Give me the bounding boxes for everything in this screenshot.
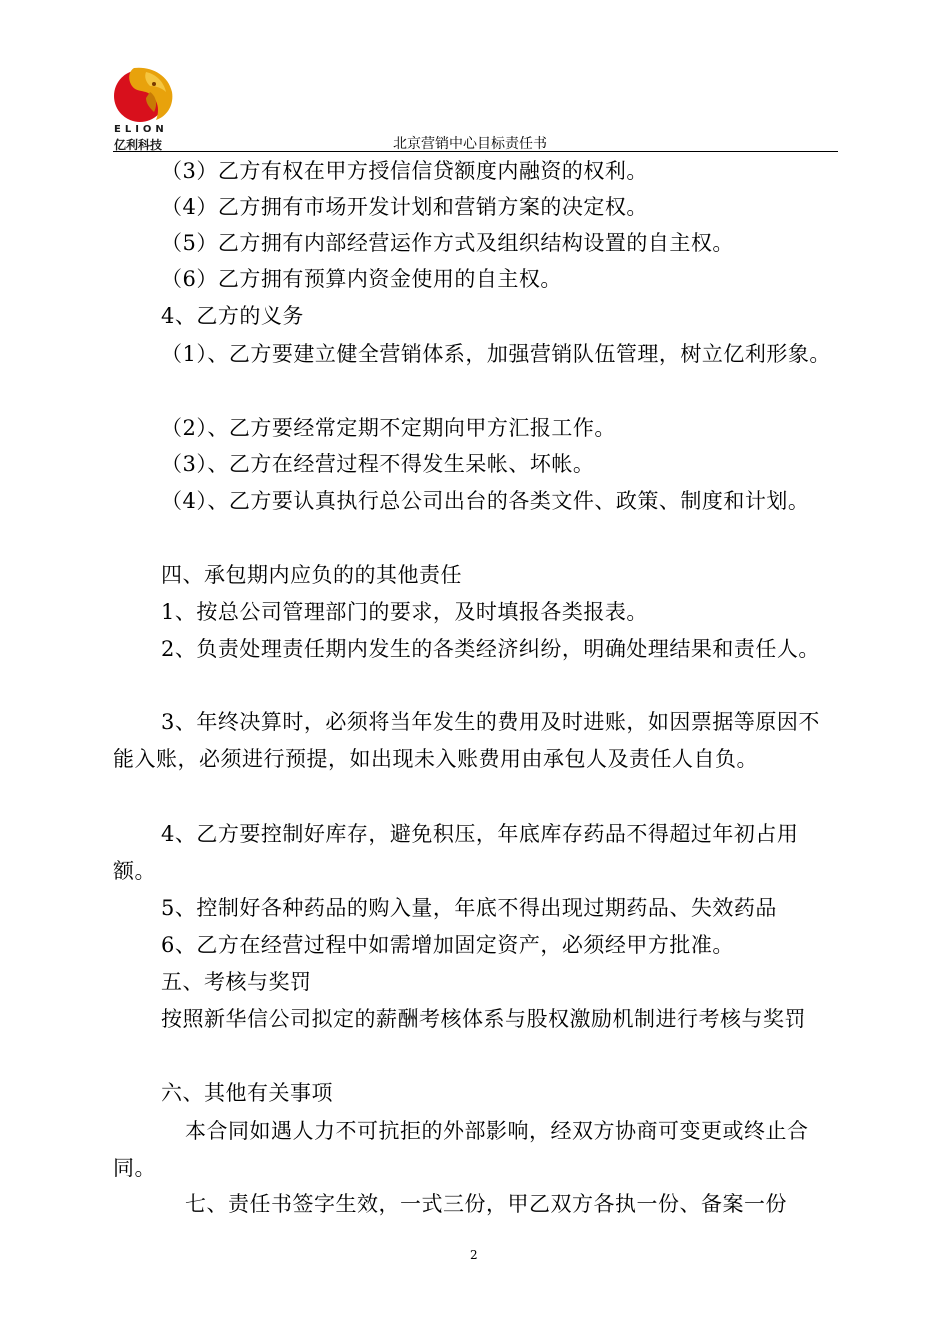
paragraph-duty-6: 6、乙方在经营过程中如需增加固定资产，必须经甲方批准。 (161, 933, 734, 957)
paragraph-right-3: （3）乙方有权在甲方授信信贷额度内融资的权利。 (161, 159, 648, 183)
document-header-title: 北京营销中心目标责任书 (393, 136, 547, 152)
lion-emblem-icon (110, 62, 178, 124)
header-divider (113, 151, 838, 152)
page-number: 2 (470, 1248, 478, 1262)
paragraph-duty-5: 5、控制好各种药品的购入量，年底不得出现过期药品、失效药品 (161, 896, 777, 920)
paragraph-obligation-4: （4）、乙方要认真执行总公司出台的各类文件、政策、制度和计划。 (161, 489, 810, 513)
paragraph-duty-4: 4、乙方要控制好库存，避免积压，年底库存药品不得超过年初占用额。 (113, 822, 799, 883)
logo-english-name: ELION (114, 124, 168, 135)
paragraph-duty-1: 1、按总公司管理部门的要求，及时填报各类报表。 (161, 600, 648, 624)
paragraph-duty-2: 2、负责处理责任期内发生的各类经济纠纷，明确处理结果和责任人。 (161, 637, 820, 661)
paragraph-signature-effect: 七、责任书签字生效，一式三份，甲乙双方各执一份、备案一份 (185, 1192, 787, 1216)
paragraph-obligation-2: （2）、乙方要经常定期不定期向甲方汇报工作。 (161, 416, 616, 440)
paragraph-obligation-3: （3）、乙方在经营过程不得发生呆帐、坏帐。 (161, 452, 595, 476)
paragraph-right-4: （4）乙方拥有市场开发计划和营销方案的决定权。 (161, 195, 648, 219)
company-logo (110, 62, 178, 152)
logo-chinese-name: 亿利科技 (114, 138, 163, 152)
paragraph-duty-3: 3、年终决算时，必须将当年发生的费用及时进账，如因票据等原因不能入账，必须进行预提，如出现未入账费用由承包人及责任人自负。 (113, 710, 820, 771)
paragraph-assessment: 按照新华信公司拟定的薪酬考核体系与股权激励机制进行考核与奖罚 (161, 1007, 806, 1031)
section-heading-other-matters: 六、其他有关事项 (161, 1081, 333, 1105)
paragraph-obligation-1: （1）、乙方要建立健全营销体系，加强营销队伍管理，树立亿利形象。 (161, 342, 831, 366)
section-heading-obligations: 4、乙方的义务 (161, 304, 304, 328)
paragraph-force-majeure: 本合同如遇人力不可抗拒的外部影响，经双方协商可变更或终止合同。 (113, 1119, 809, 1180)
paragraph-right-5: （5）乙方拥有内部经营运作方式及组织结构设置的自主权。 (161, 231, 734, 255)
section-heading-other-duties: 四、承包期内应负的的其他责任 (161, 563, 462, 587)
section-heading-assessment: 五、考核与奖罚 (161, 970, 312, 994)
paragraph-right-6: （6）乙方拥有预算内资金使用的自主权。 (161, 267, 562, 291)
